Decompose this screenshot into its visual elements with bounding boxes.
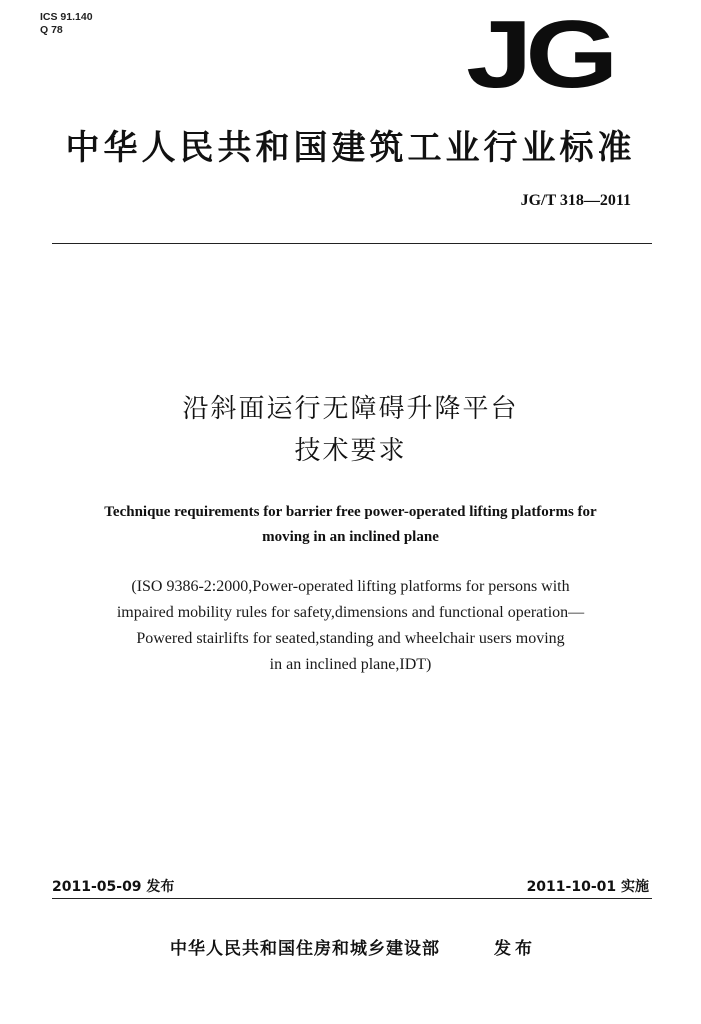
publish-label: 发布 — [494, 939, 536, 959]
iso-reference — [0, 574, 701, 678]
standard-number: JG/T 318—2011 — [520, 192, 631, 209]
iso-reference-line-3: Powered stairlifts for seated,standing and wheelchair users moving — [136, 630, 565, 647]
issue-date: 2011-05-09 发布 — [52, 879, 175, 895]
classification-codes — [40, 11, 93, 37]
english-title-line-1: Technique requirements for barrier free power-operated lifting platforms for — [104, 504, 597, 520]
publisher: 中华人民共和国住房和城乡建设部 — [170, 939, 440, 959]
chinese-title-line-2: 技术要求 — [294, 436, 407, 466]
ccs-code: Q 78 — [40, 24, 63, 36]
implementation-date: 2011-10-01 实施 — [526, 879, 649, 895]
industry-standard-title: 中华人民共和国建筑工业行业标准 — [65, 128, 636, 168]
header-divider — [52, 243, 652, 244]
chinese-title-line-1: 沿斜面运行无障碍升降平台 — [182, 394, 519, 424]
iso-reference-line-1: (ISO 9386-2:2000,Power-operated lifting platforms for persons with — [131, 578, 570, 595]
english-title-line-2: moving in an inclined plane — [262, 529, 439, 545]
iso-reference-line-4: in an inclined plane,IDT) — [269, 656, 432, 673]
iso-reference-line-2: impaired mobility rules for safety,dimensions and functional operation— — [116, 604, 585, 621]
chinese-title — [0, 388, 701, 472]
english-title — [0, 500, 701, 550]
footer-divider — [52, 898, 652, 899]
ics-code: ICS 91.140 — [40, 11, 93, 23]
jg-logo: JG — [466, 1, 612, 108]
